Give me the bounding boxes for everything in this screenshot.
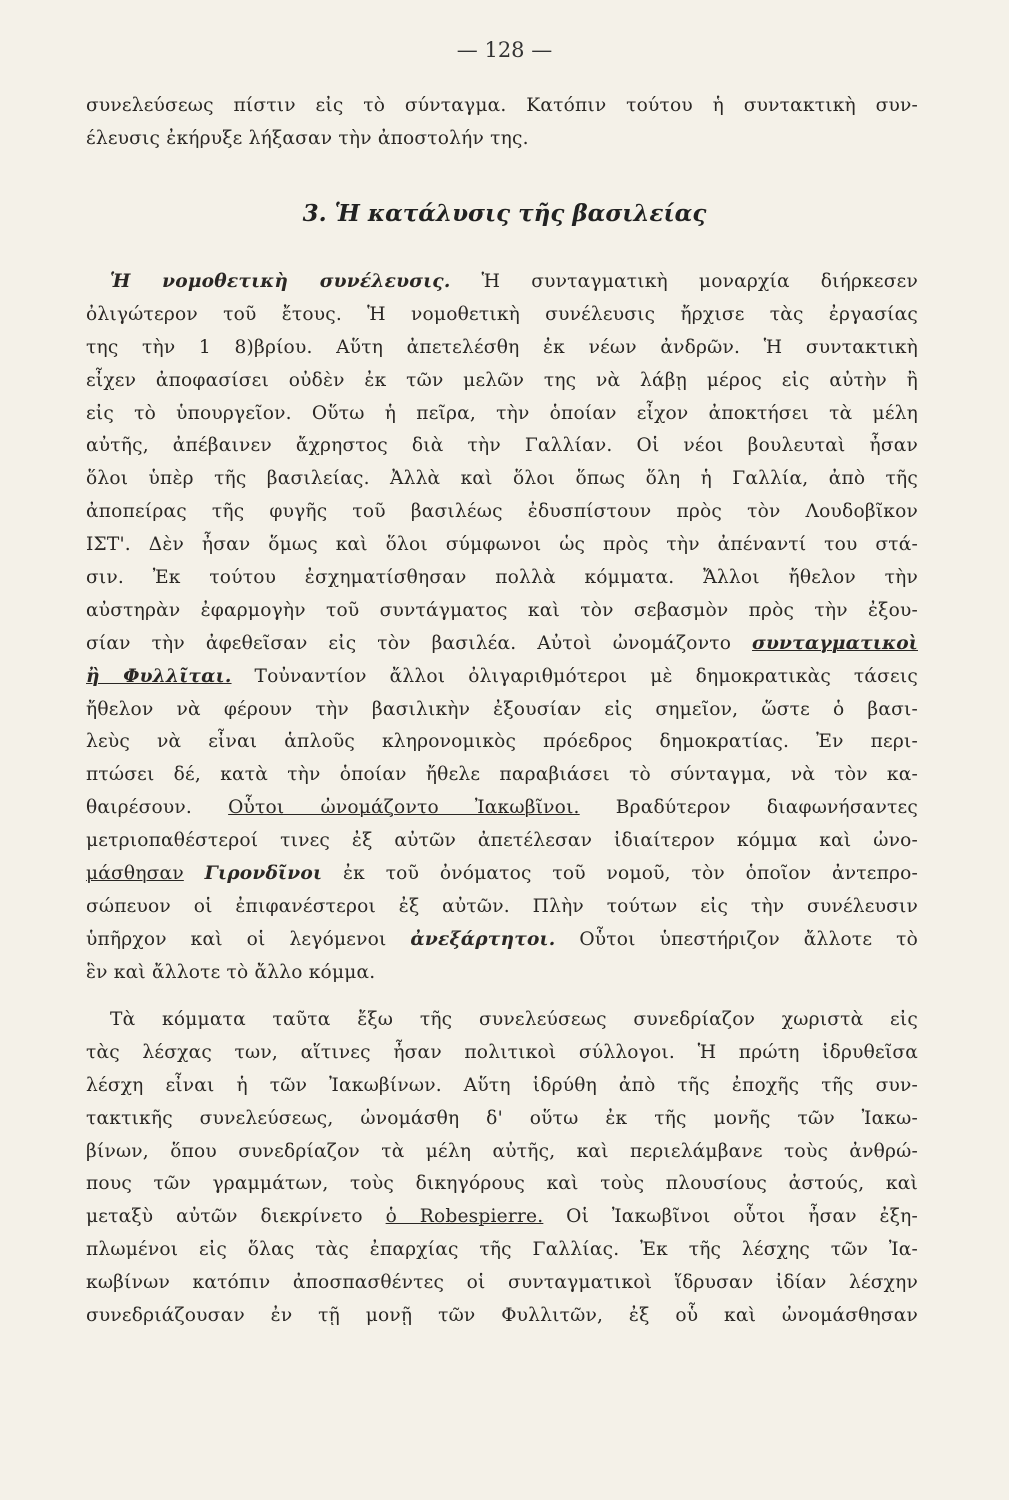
- text-line: λεὺς νὰ εἶναι ἁπλοῦς κληρονομικὸς πρόεδρος δημοκρατίας. Ἐν περι-: [86, 731, 918, 753]
- paragraph-clubs: [86, 1004, 918, 1333]
- text-line: [86, 858, 918, 891]
- term-jacobins: Οὗτοι ὠνομάζοντο Ἰακωβῖνοι.: [228, 797, 580, 819]
- text-line: μετριοπαθέστεροί τινες ἐξ αὐτῶν ἀπετέλεσαν ἰδιαίτερον κόμμα καὶ ὠνο-: [86, 830, 918, 852]
- text-line: κωβίνων κατόπιν ἀποσπασθέντες οἱ συνταγματικοὶ ἵδρυσαν ἰδίαν λέσχην: [86, 1272, 918, 1294]
- text-line: Τὰ κόμματα ταῦτα ἔξω τῆς συνελεύσεως συνεδρίαζον χωριστὰ εἰς: [110, 1009, 918, 1030]
- text-line: τακτικῆς συνελεύσεως, ὠνομάσθη δ' οὕτω ἐκ τῆς μονῆς τῶν Ἰακω-: [86, 1107, 918, 1129]
- text-line: λέσχη εἶναι ἡ τῶν Ἰακωβίνων. Αὕτη ἱδρύθη ἀπὸ τῆς ἐποχῆς τῆς συν-: [86, 1074, 918, 1096]
- text-line: [86, 661, 918, 694]
- text-fragment: Βραδύτερον διαφωνήσαντες: [615, 797, 918, 819]
- text-line: [86, 266, 918, 299]
- text-line: ΙΣΤ'. Δὲν ἦσαν ὅμως καὶ ὅλοι σύμφωνοι ὡς πρὸς τὴν ἀπέναντί του στά-: [86, 534, 918, 556]
- text-line: τὰς λέσχας των, αἵτινες ἦσαν πολιτικοὶ σύλλογοι. Ἡ πρώτη ἱδρυθεῖσα: [86, 1041, 918, 1063]
- text-line: ὅλοι ὑπὲρ τῆς βασιλείας. Ἀλλὰ καὶ ὅλοι ὅπως ὅλη ἡ Γαλλία, ἀπὸ τῆς: [86, 468, 918, 490]
- text-line: της τὴν 1 8)βρίου. Αὕτη ἀπετελέσθη ἐκ νέων ἀνδρῶν. Ἡ συντακτικὴ: [86, 336, 918, 358]
- term-constitutionalists: συνταγματικοὶ: [752, 632, 918, 654]
- run-in-heading: Ἡ νομοθετικὴ συνέλευσις.: [110, 271, 451, 292]
- text-line: έλευσις ἐκήρυξε λήξασαν τὴν ἀποστολήν της.: [86, 127, 529, 149]
- text-line: αὐστηρὰν ἐφαρμογὴν τοῦ συντάγματος καὶ τὸν σεβασμὸν πρὸς τὴν ἐξου-: [86, 599, 918, 621]
- term-girondins: Γιρονδῖνοι: [204, 863, 323, 885]
- text-line: σώπευον οἱ ἐπιφανέστεροι ἐξ αὐτῶν. Πλὴν τούτων εἰς τὴν συνέλευσιν: [86, 895, 918, 917]
- text-line: [86, 792, 918, 825]
- text-line: βίνων, ὅπου συνεδρίαζον τὰ μέλη αὐτῆς, καὶ περιελάμβανε τοὺς ἀνθρώ-: [86, 1140, 918, 1162]
- text-line: σιν. Ἐκ τούτου ἐσχηματίσθησαν πολλὰ κόμματα. Ἄλλοι ἤθελον τὴν: [86, 567, 918, 589]
- text-line: αὐτῆς, ἀπέβαινεν ἄχρηστος διὰ τὴν Γαλλίαν. Οἱ νέοι βουλευταὶ ἦσαν: [86, 435, 918, 457]
- text-fragment: Τοὐναντίον ἄλλοι ὀλιγαριθμότεροι μὲ δημοκρατικὰς τάσεις: [254, 665, 918, 687]
- text-fragment: μάσθησαν: [86, 863, 184, 885]
- text-line: [86, 924, 918, 957]
- text-line: συνελεύσεως πίστιν εἰς τὸ σύνταγμα. Κατόπιν τούτου ἡ συντακτικὴ συν-: [86, 95, 918, 116]
- section-title: 3. Ἡ κατάλυσις τῆς βασιλείας: [302, 200, 707, 227]
- term-independents: ἀνεξάρτητοι.: [410, 928, 556, 950]
- text-fragment: Ἡ συνταγματικὴ μοναρχία διήρκεσεν: [481, 271, 918, 292]
- text-line: εἰς τὸ ὑπουργεῖον. Οὕτω ἡ πεῖρα, τὴν ὁποίαν εἶχον ἀποκτήσει τὰ μέλη: [86, 402, 918, 424]
- text-fragment: ὑπῆρχον καὶ οἱ λεγόμενοι: [86, 928, 387, 950]
- text-line: πους τῶν γραμμάτων, τοὺς δικηγόρους καὶ τοὺς πλουσίους ἀστούς, καὶ: [86, 1173, 918, 1195]
- text-line: συνεδριάζουσαν ἐν τῇ μονῇ τῶν Φυλλιτῶν, ἐξ οὗ καὶ ὠνομάσθησαν: [86, 1305, 918, 1327]
- name-robespierre: ὁ Robespierre.: [385, 1206, 544, 1228]
- text-line: [86, 628, 918, 661]
- text-fragment: σίαν τὴν ἀφεθεῖσαν εἰς τὸν βασιλέα. Αὐτοὶ ὠνομάζοντο: [86, 632, 732, 654]
- paragraph-legislative-assembly: [86, 266, 918, 990]
- text-fragment: Οἱ Ἰακωβῖνοι οὗτοι ἦσαν ἐξη-: [566, 1206, 918, 1228]
- page-number: — 128 —: [456, 38, 553, 62]
- text-line: εἶχεν ἀποφασίσει οὐδὲν ἐκ τῶν μελῶν της νὰ λάβῃ μέρος εἰς αὐτὴν ἢ: [86, 369, 918, 391]
- text-fragment: θαιρέσουν.: [86, 797, 193, 819]
- text-fragment: ἐκ τοῦ ὀνόματος τοῦ νομοῦ, τὸν ὁποῖον ἀντεπρο-: [342, 863, 918, 885]
- text-line: ἀποπείρας τῆς φυγῆς τοῦ βασιλέως ἐδυσπίστουν πρὸς τὸν Λουδοβῖκον: [86, 501, 918, 523]
- text-line: πλωμένοι εἰς ὅλας τὰς ἐπαρχίας τῆς Γαλλίας. Ἐκ τῆς λέσχης τῶν Ἰα-: [86, 1239, 918, 1261]
- text-line: πτώσει δέ, κατὰ τὴν ὁποίαν ἤθελε παραβιάσει τὸ σύνταγμα, νὰ τὸν κα-: [86, 764, 918, 786]
- text-fragment: Οὗτοι ὑπεστήριζον ἄλλοτε τὸ: [579, 928, 918, 950]
- text-line: [86, 1201, 918, 1234]
- intro-text: [86, 90, 918, 156]
- text-line: ἤθελον νὰ φέρουν τὴν βασιλικὴν ἐξουσίαν εἰς σημεῖον, ὥστε ὁ βασι-: [86, 698, 918, 720]
- text-fragment: μεταξὺ αὐτῶν διεκρίνετο: [86, 1206, 363, 1228]
- text-line: ἓν καὶ ἄλλοτε τὸ ἄλλο κόμμα.: [86, 961, 376, 983]
- term-feuillants: ἢ Φυλλῖται.: [86, 665, 232, 687]
- text-line: ὀλιγώτερον τοῦ ἔτους. Ἡ νομοθετικὴ συνέλευσις ἤρχισε τὰς ἐργασίας: [86, 303, 918, 325]
